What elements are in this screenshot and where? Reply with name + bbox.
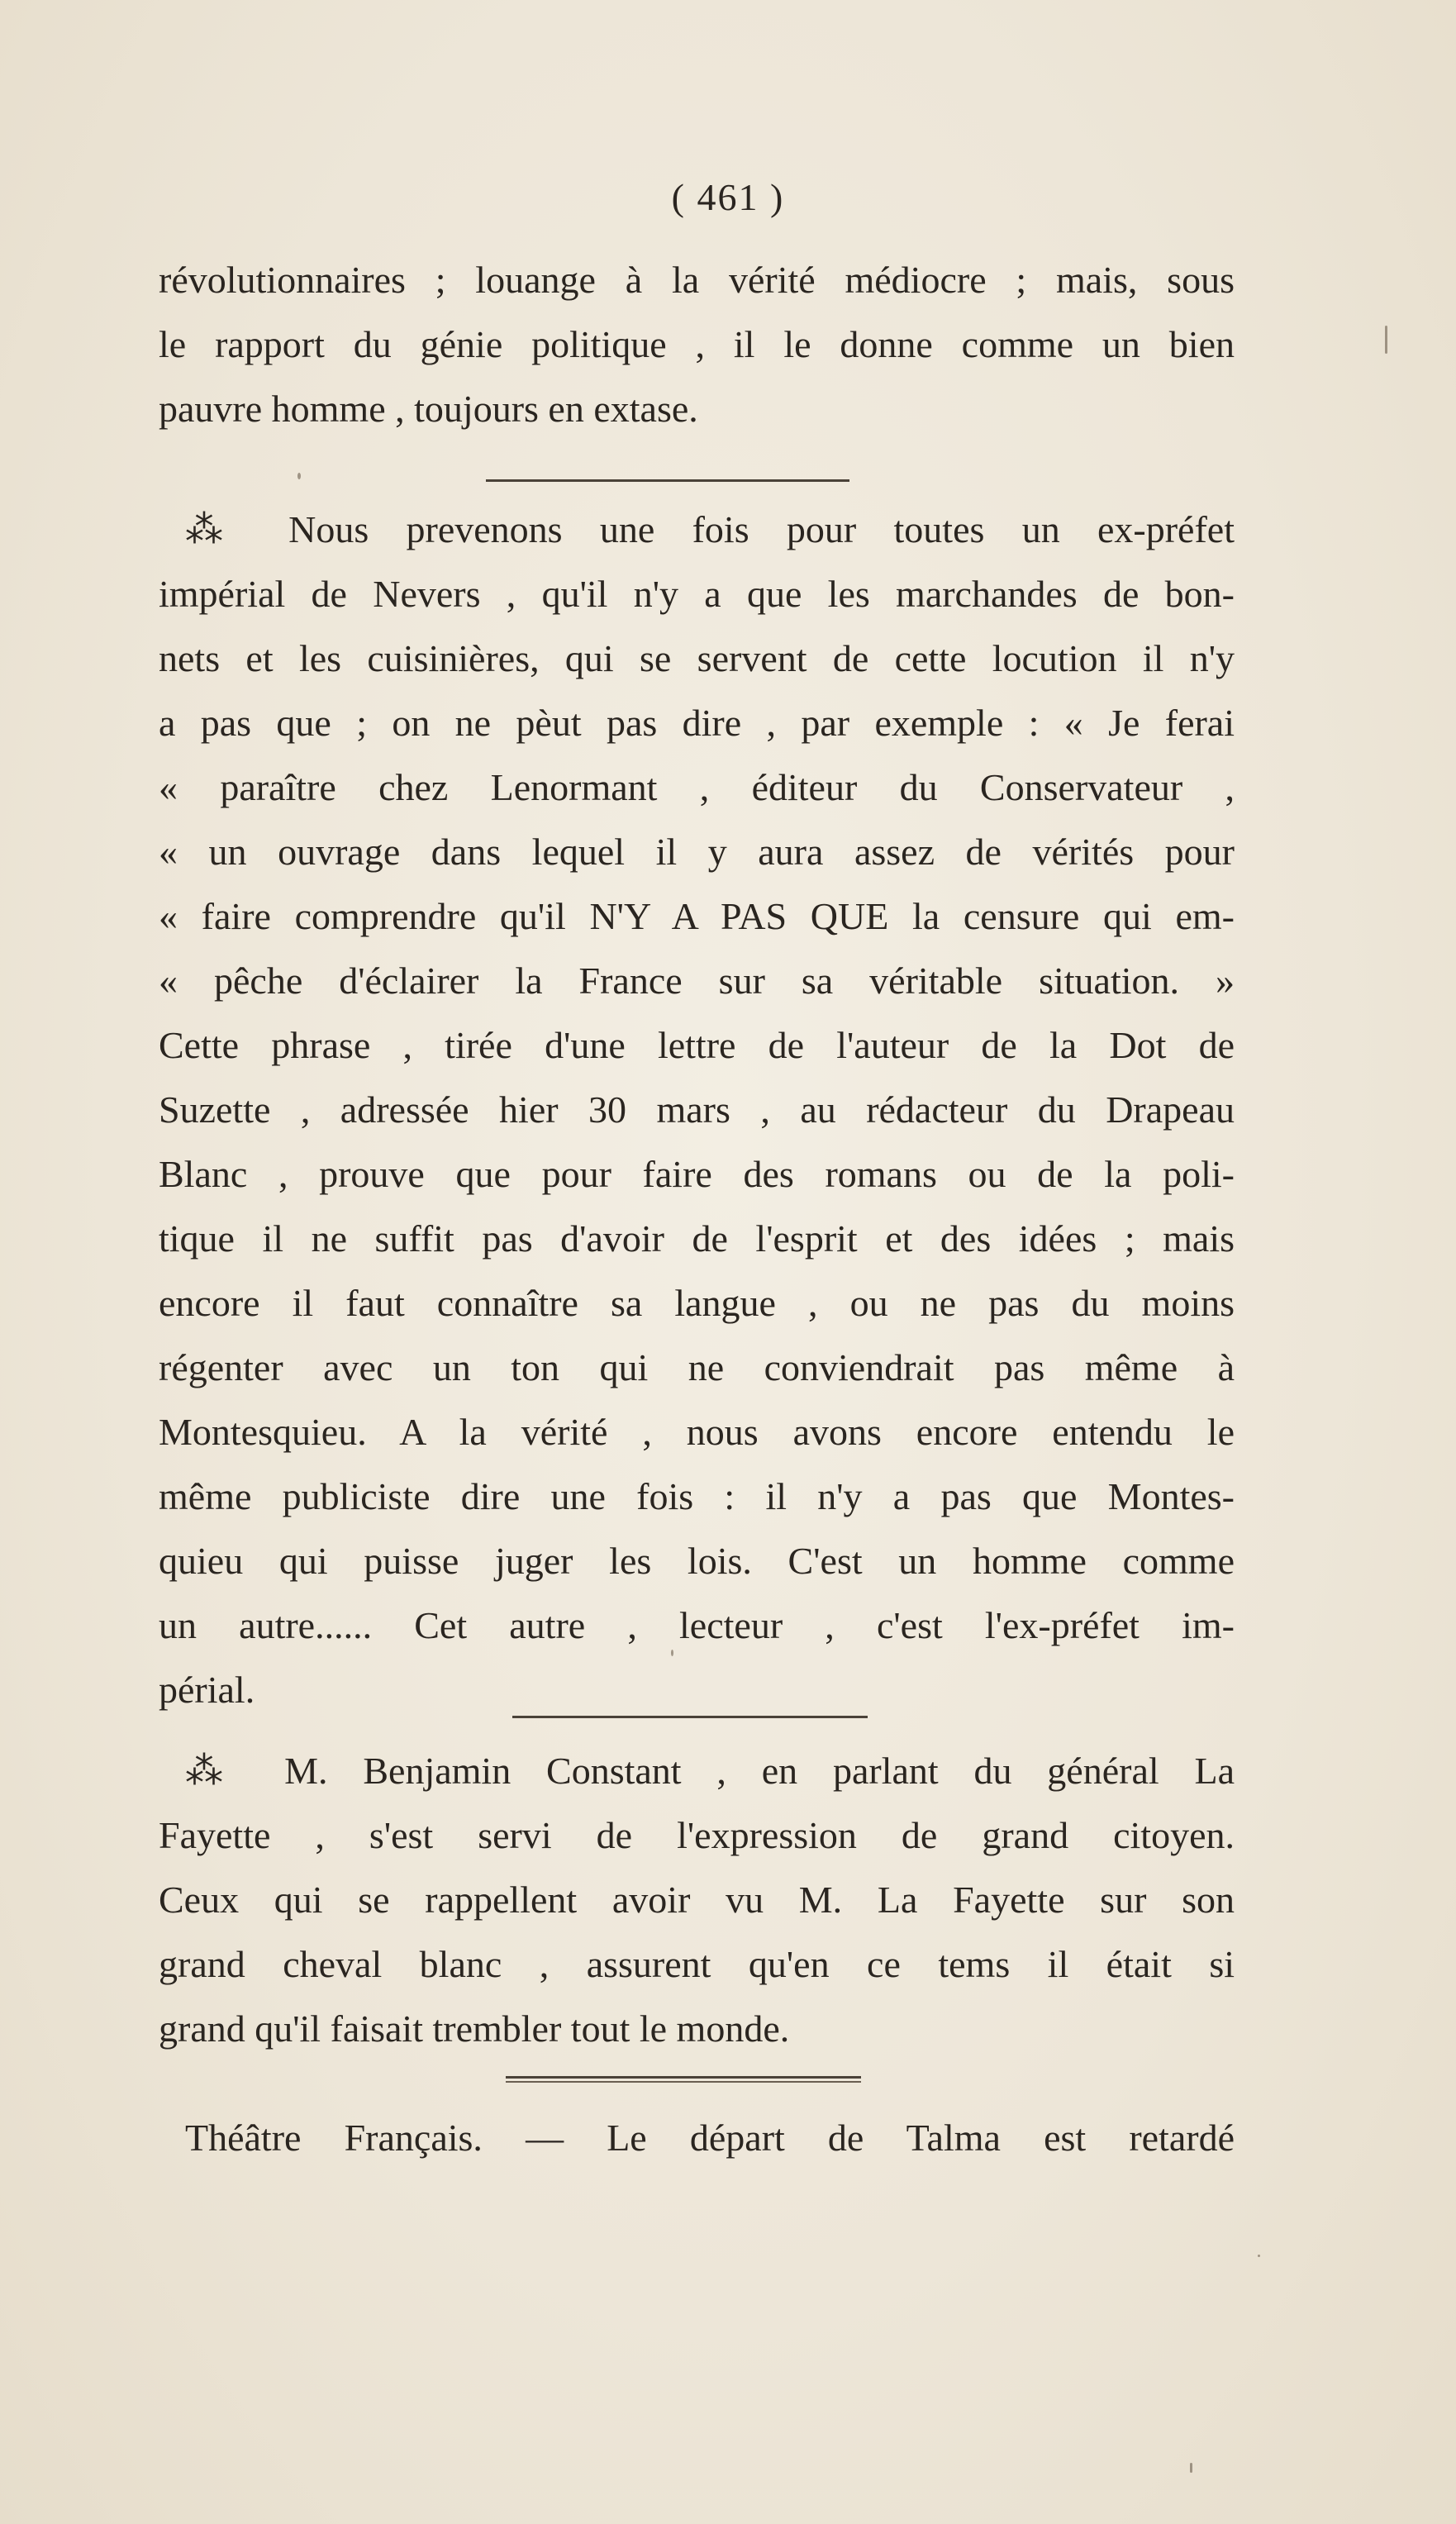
text-line: ⁂ M. Benjamin Constant , en parlant du général La: [185, 1750, 1235, 1792]
section-separator: [486, 479, 849, 482]
section-separator: [506, 2076, 861, 2083]
paragraph-2: [159, 498, 1235, 1722]
text-line: quieu qui puisse juger les lois. C'est un homme comme: [159, 1540, 1235, 1582]
text-line: même publiciste dire une fois : il n'y a pas que Montes-: [159, 1475, 1235, 1517]
page-number: ( 461 ): [671, 176, 785, 218]
text-line: Suzette , adressée hier 30 mars , au rédacteur du Drapeau: [159, 1088, 1235, 1131]
text-line: a pas que ; on ne pèut pas dire , par exemple : « Je ferai: [159, 702, 1235, 744]
text-line: « un ouvrage dans lequel il y aura assez de vérités pour: [159, 831, 1235, 873]
text-line: Montesquieu. A la vérité , nous avons encore entendu le: [159, 1411, 1235, 1453]
text-line: un autre...... Cet autre , lecteur , c'est l'ex-préfet im-: [159, 1604, 1235, 1646]
text-line: Fayette , s'est servi de l'expression de grand citoyen.: [159, 1814, 1235, 1856]
text-line: Théâtre Français. — Le départ de Talma est retardé: [185, 2117, 1235, 2159]
paper-mark: [297, 473, 301, 479]
text-line: Ceux qui se rappellent avoir vu M. La Fayette sur son: [159, 1879, 1235, 1921]
text-line: le rapport du génie politique , il le donne comme un bien: [159, 323, 1235, 365]
paper-mark: [1385, 326, 1387, 354]
text-line: pauvre homme , toujours en extase.: [159, 388, 698, 430]
text-line: impérial de Nevers , qu'il n'y a que les marchandes de bon-: [159, 573, 1235, 615]
text-line: « paraître chez Lenormant , éditeur du Conservateur ,: [159, 766, 1235, 808]
text-line: « faire comprendre qu'il N'Y A PAS QUE la censure qui em-: [159, 895, 1235, 937]
text-line: Blanc , prouve que pour faire des romans ou de la poli-: [159, 1153, 1235, 1195]
text-line: grand cheval blanc , assurent qu'en ce tems il était si: [159, 1943, 1235, 1985]
text-line: grand qu'il faisait trembler tout le monde.: [159, 2007, 790, 2050]
text-line: « pêche d'éclairer la France sur sa véritable situation. »: [159, 960, 1235, 1002]
text-line: régenter avec un ton qui ne conviendrait pas même à: [159, 1346, 1235, 1388]
text-line: ⁂ Nous prevenons une fois pour toutes un ex-préfet: [185, 508, 1235, 550]
paper-mark: [1190, 2463, 1192, 2473]
text-line: nets et les cuisinières, qui se servent de cette locution il n'y: [159, 637, 1235, 679]
text-line: périal.: [159, 1669, 255, 1711]
text-line: encore il faut connaître sa langue , ou ne pas du moins: [159, 1282, 1235, 1324]
text-line: révolutionnaires ; louange à la vérité médiocre ; mais, sous: [159, 259, 1235, 301]
section-separator: [512, 1716, 868, 1718]
paper-mark: [1258, 2255, 1260, 2257]
paragraph-3: [159, 1739, 1235, 2061]
paragraph-4: [159, 2106, 1235, 2170]
paper-mark: [671, 1650, 673, 1656]
paragraph-1: [159, 248, 1235, 441]
text-line: Cette phrase , tirée d'une lettre de l'auteur de la Dot de: [159, 1024, 1235, 1066]
text-line: tique il ne suffit pas d'avoir de l'esprit et des idées ; mais: [159, 1217, 1235, 1260]
